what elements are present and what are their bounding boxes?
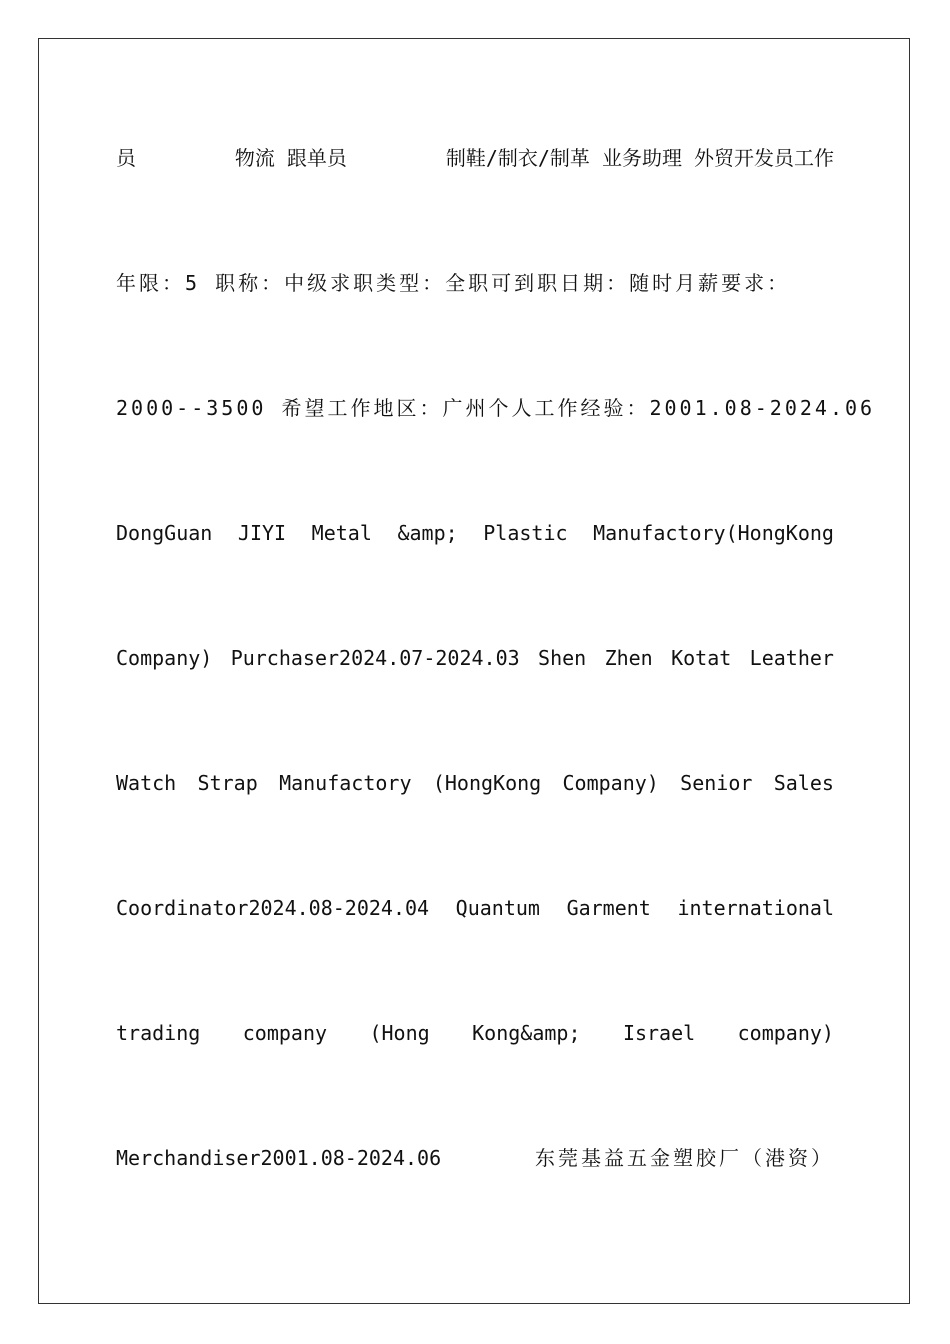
word: 员 xyxy=(116,146,136,170)
word: (HongKong xyxy=(432,771,542,795)
text-line-4 xyxy=(116,523,834,543)
text-line-6 xyxy=(116,773,834,793)
word: Company) xyxy=(116,646,213,670)
word: Purchaser2024.07-2024.03 xyxy=(230,646,520,670)
word: Coordinator2024.08-2024.04 xyxy=(116,896,430,920)
word: Shen xyxy=(538,646,587,670)
word: Sales xyxy=(773,771,834,795)
word: Plastic xyxy=(483,521,568,545)
word: JIYI xyxy=(237,521,287,545)
word: Merchandiser2001.08-2024.06 xyxy=(116,1146,442,1170)
word: Zhen xyxy=(604,646,653,670)
word: (Hong xyxy=(369,1021,430,1045)
word: Manufactory xyxy=(279,771,412,795)
word: Manufactory(HongKong xyxy=(593,521,834,545)
text-line-2: 年限：5 职称：中级求职类型：全职可到职日期：随时月薪要求： xyxy=(116,271,791,295)
text-line-8 xyxy=(116,1023,834,1043)
word: DongGuan xyxy=(116,521,213,545)
word: 制鞋/制衣/制革 业务助理 外贸开发员工作 xyxy=(445,146,834,170)
word: international xyxy=(677,896,834,920)
word: company) xyxy=(737,1021,834,1045)
word: 东莞基益五金塑胶厂（港资） xyxy=(535,1146,834,1170)
word: Company) xyxy=(562,771,659,795)
word: Leather xyxy=(749,646,834,670)
word: 物流 跟单员 xyxy=(234,146,347,170)
word: trading xyxy=(116,1021,201,1045)
word: Watch xyxy=(116,771,177,795)
word: Kotat xyxy=(671,646,732,670)
word: Quantum xyxy=(455,896,540,920)
text-line-5 xyxy=(116,648,834,668)
word: Strap xyxy=(197,771,258,795)
text-line-1 xyxy=(116,148,834,168)
text-line-9 xyxy=(116,1148,834,1168)
word: &amp; xyxy=(397,521,458,545)
word: Kong&amp; xyxy=(472,1021,581,1045)
word: company xyxy=(242,1021,328,1045)
word: Senior xyxy=(680,771,753,795)
word: Israel xyxy=(622,1021,696,1045)
text-line-3: 2000--3500 希望工作地区：广州个人工作经验：2001.08-2024.06 xyxy=(116,396,876,420)
word: Metal xyxy=(311,521,372,545)
resume-text-body xyxy=(116,146,876,1273)
word: Garment xyxy=(566,896,651,920)
text-line-7 xyxy=(116,898,834,918)
